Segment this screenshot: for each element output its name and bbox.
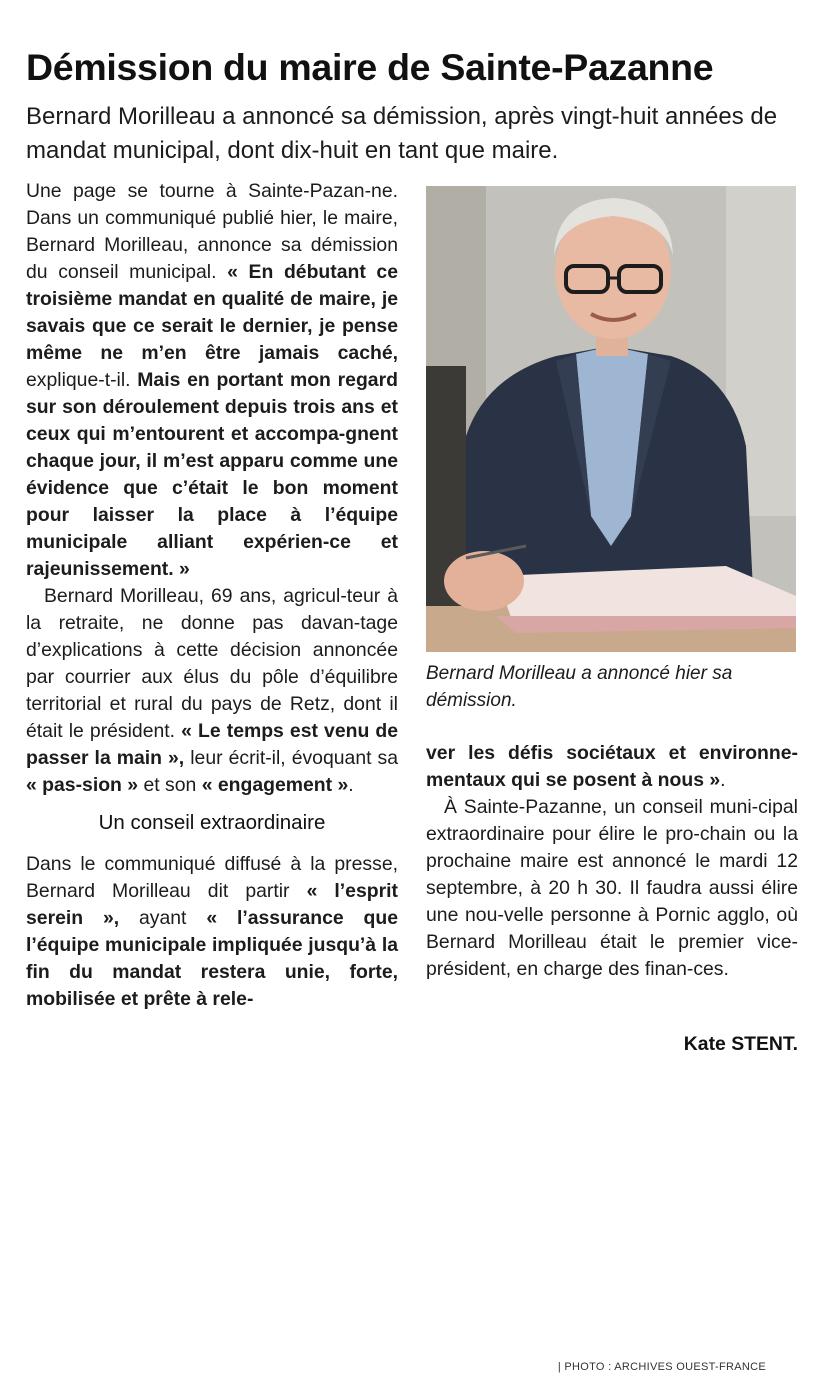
communique-connector: ayant: [119, 907, 207, 929]
biography-connector: leur écrit-il, évoquant sa: [184, 747, 398, 769]
biography-text: Bernard Morilleau, 69 ans, agricul-teur à la retraite, ne donne pas davan-tage d’explications à cette décision annoncée par courrier aux élus du pôle d’équilibre territorial et rural du pays de Retz, dont il était le président.: [26, 585, 398, 742]
author-signature: Kate STENT.: [683, 1033, 798, 1055]
headline: Démission du maire de Sainte-Pazanne: [26, 46, 714, 88]
paragraph-extraordinary-council: À Sainte-Pazanne, un conseil muni-cipal extraordinaire pour élire le pro-chain ou la prochaine maire est annoncé le mardi 12 septembre, à 20 h 30. Il faudra aussi élire une nou-velle personne à Pornic agglo, où Bernard Morilleau était le premier vice-président, en charge des finan-ces.: [426, 796, 798, 980]
quote-right-moment: Mais en portant mon regard sur son déroulement depuis trois ans et ceux qui m’entourent et accompa-gnent chaque jour, il m’est apparu comme une évidence que c’était le bon moment pour laisser la place à l’équipe municipale alliant expérien-ce et rajeunissement. »: [26, 369, 398, 580]
quote-challenges: ver les défis sociétaux et environne-mentaux qui se posent à nous »: [426, 742, 798, 791]
biography-period: .: [348, 774, 354, 796]
mayor-portrait-illustration: [426, 186, 796, 652]
standfirst: Bernard Morilleau a annoncé sa démission, après vingt-huit années de mandat municipal, dont dix-huit en tant que maire.: [26, 103, 778, 164]
paragraph-intro: [26, 178, 398, 583]
intro-text: Une page se tourne à Sainte-Pazan-ne. Dans un communiqué publié hier, le maire, Bernard Morilleau, annonce sa démission du conseil municipal.: [26, 180, 398, 283]
mayor-photo: [426, 186, 796, 652]
article-column-left: [26, 178, 398, 1013]
biography-and: et son: [138, 774, 202, 796]
quote-engagement: « engagement »: [201, 774, 349, 796]
quote-pass-the-hand: « Le temps est venu de passer la main »,: [26, 720, 399, 769]
quote-attribution: explique-t-il.: [26, 369, 138, 391]
section-subhead: Un conseil extraordinaire: [98, 811, 326, 834]
quote-third-mandate: « En débutant ce troisième mandat en qualité de maire, je savais que ce serait le dernier, je pense même ne m’en être jamais caché,: [26, 261, 399, 364]
communique-text: Dans le communiqué diffusé à la presse, Bernard Morilleau dit partir: [26, 853, 398, 902]
photo-credit: | PHOTO : ARCHIVES OUEST-FRANCE: [557, 1361, 766, 1373]
paragraph-communique: [26, 851, 398, 1013]
paragraph-biography: [26, 583, 398, 799]
challenges-period: .: [720, 769, 726, 791]
quote-passion: « pas-sion »: [26, 774, 139, 796]
quote-assurance: « l’assurance que l’équipe municipale impliquée jusqu’à la fin du mandat restera unie, forte, mobilisée et prête à rele-: [26, 907, 398, 1010]
quote-serene-spirit: « l’esprit serein »,: [26, 880, 398, 929]
article-column-right: [426, 740, 798, 983]
paragraph-communique-continued: [426, 740, 798, 794]
photo-caption: Bernard Morilleau a annoncé hier sa démission.: [426, 663, 733, 711]
